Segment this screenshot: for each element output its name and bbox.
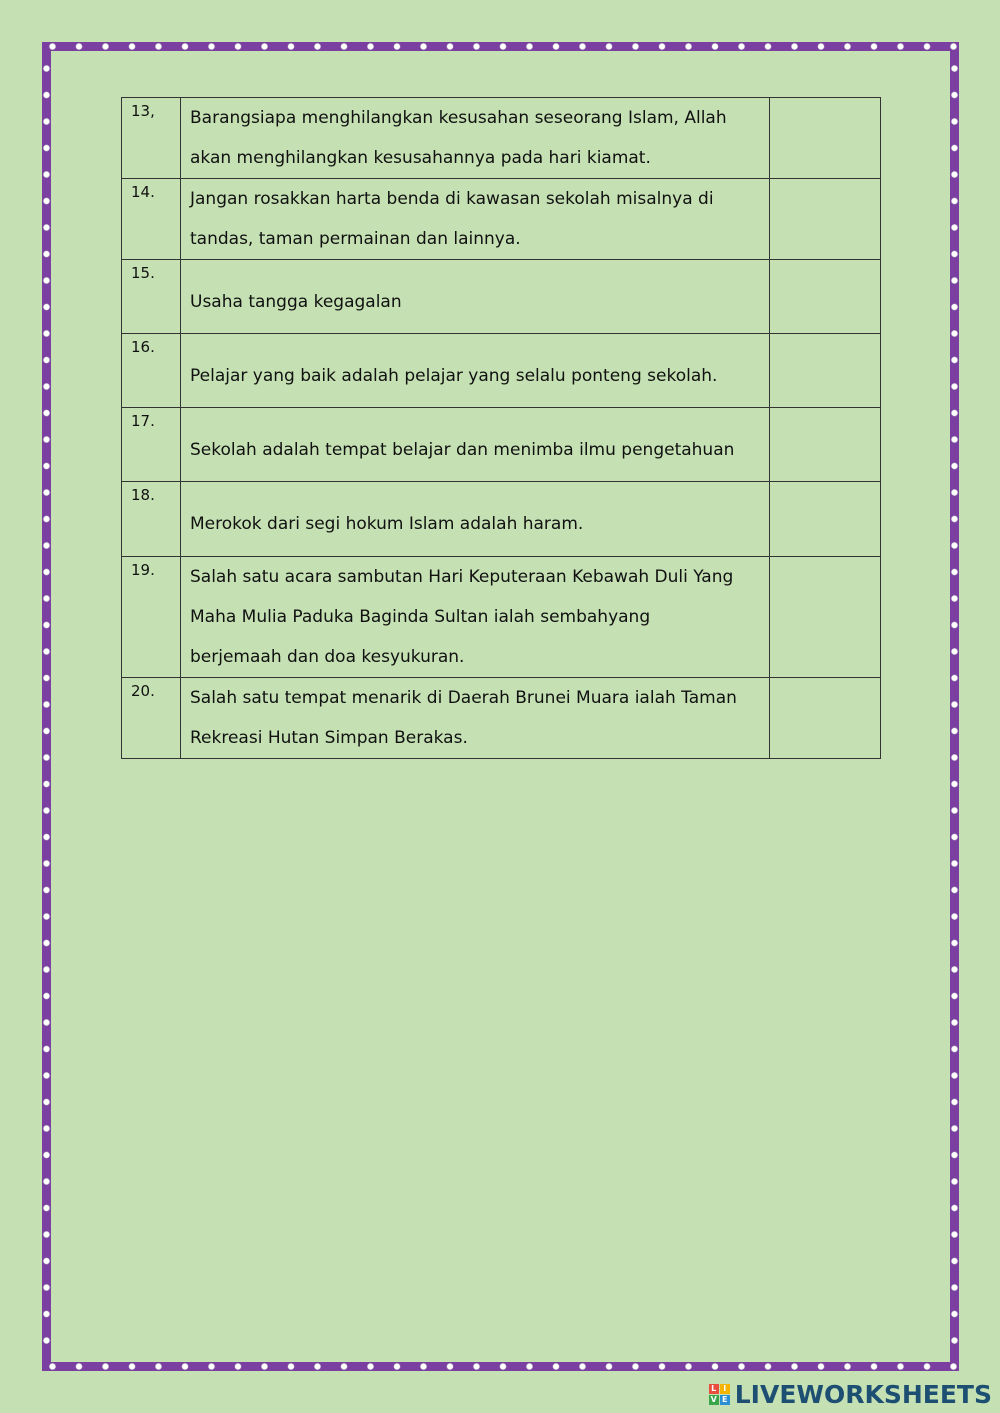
border-dot [43, 1178, 50, 1185]
border-dot [897, 43, 904, 50]
border-dot [951, 1284, 958, 1291]
border-dot [951, 277, 958, 284]
border-dot [49, 1363, 56, 1370]
answer-cell[interactable] [770, 179, 881, 260]
border-dot [951, 834, 958, 841]
border-dot [43, 675, 50, 682]
border-dot [43, 807, 50, 814]
border-dot [791, 43, 798, 50]
border-dot [924, 43, 931, 50]
border-dot [473, 1363, 480, 1370]
table-row [122, 179, 881, 260]
answer-input[interactable] [770, 557, 880, 676]
border-dot [818, 43, 825, 50]
border-dot [951, 701, 958, 708]
border-dot [738, 43, 745, 50]
border-dot [43, 940, 50, 947]
answer-cell[interactable] [770, 260, 881, 334]
border-dot [951, 1125, 958, 1132]
border-dot [76, 1363, 83, 1370]
border-dot [367, 1363, 374, 1370]
row-number: 15. [122, 260, 181, 334]
border-dot [712, 43, 719, 50]
border-dot [43, 145, 50, 152]
border-dot [951, 542, 958, 549]
border-dot [951, 251, 958, 258]
border-dot [102, 43, 109, 50]
answer-input[interactable] [770, 408, 880, 480]
border-dot [43, 357, 50, 364]
table-row [122, 98, 881, 179]
border-dot [43, 701, 50, 708]
border-dot [951, 1205, 958, 1212]
border-dot [341, 43, 348, 50]
border-dot [951, 463, 958, 470]
row-number: 20. [122, 678, 181, 759]
border-dot [951, 913, 958, 920]
brand-wordmark: LIVEWORKSHEETS [734, 1380, 992, 1409]
border-dot [473, 43, 480, 50]
border-dot [43, 993, 50, 1000]
border-dot [43, 648, 50, 655]
border-dot [951, 1311, 958, 1318]
statement-line: Usaha tangga kegagalan [190, 291, 402, 312]
border-dot [606, 43, 613, 50]
row-number: 19. [122, 557, 181, 678]
border-dot [844, 43, 851, 50]
border-dot [447, 43, 454, 50]
border-dot [129, 1363, 136, 1370]
border-dot [871, 1363, 878, 1370]
border-dot [49, 43, 56, 50]
border-dot [182, 1363, 189, 1370]
logo-letter: V [710, 1395, 717, 1404]
answer-cell[interactable] [770, 678, 881, 759]
border-dot [235, 1363, 242, 1370]
border-dot [685, 1363, 692, 1370]
statement-line: Salah satu acara sambutan Hari Keputeraan Kebawah Duli Yang [190, 567, 734, 587]
answer-cell[interactable] [770, 557, 881, 678]
border-dot [526, 43, 533, 50]
border-dot [43, 966, 50, 973]
border-dot [951, 940, 958, 947]
statement-cell [181, 179, 770, 260]
border-dot [951, 489, 958, 496]
border-dot [102, 1363, 109, 1370]
border-dot [818, 1363, 825, 1370]
border-dot [43, 198, 50, 205]
logo-letter: E [720, 1395, 730, 1405]
border-dot [950, 43, 957, 50]
logo-letter: L [709, 1384, 719, 1394]
statement-line: Maha Mulia Paduka Baginda Sultan ialah sembahyang [190, 607, 651, 627]
border-dot [951, 1231, 958, 1238]
statement-cell [181, 557, 770, 678]
statement-cell [181, 98, 770, 179]
border-dot [43, 1152, 50, 1159]
border-dot [43, 489, 50, 496]
border-dot [43, 754, 50, 761]
border-dot [43, 224, 50, 231]
border-dot [951, 171, 958, 178]
statement-line: Merokok dari segi hokum Islam adalah haram. [190, 514, 584, 534]
border-dot [43, 1072, 50, 1079]
border-dot [43, 1046, 50, 1053]
border-dot [314, 43, 321, 50]
border-dot [897, 1363, 904, 1370]
border-dot [951, 224, 958, 231]
border-dot [685, 43, 692, 50]
statement-line: Sekolah adalah tempat belajar dan menimba ilmu pengetahuan [190, 439, 735, 460]
border-dot [447, 1363, 454, 1370]
answer-input[interactable] [770, 98, 880, 177]
border-dot [951, 1337, 958, 1344]
border-dot [951, 1152, 958, 1159]
border-dot [738, 1363, 745, 1370]
statement-line: Salah satu tempat menarik di Daerah Brunei Muara ialah Taman [190, 688, 737, 708]
border-dot [951, 569, 958, 576]
border-dot [632, 1363, 639, 1370]
statement-line: tandas, taman permainan dan lainnya. [190, 229, 521, 249]
border-dot [951, 1258, 958, 1265]
border-dot [579, 43, 586, 50]
answer-input[interactable] [770, 678, 880, 757]
border-dot [871, 43, 878, 50]
border-dot [765, 1363, 772, 1370]
border-dot [43, 913, 50, 920]
border-dot [43, 834, 50, 841]
border-dot [632, 43, 639, 50]
border-dot [553, 1363, 560, 1370]
border-dot [951, 1099, 958, 1106]
statement-line: Rekreasi Hutan Simpan Berakas. [190, 728, 468, 748]
answer-cell[interactable] [770, 98, 881, 179]
border-dot [951, 860, 958, 867]
answer-cell[interactable] [770, 482, 881, 557]
border-dot [951, 304, 958, 311]
statement-line: Jangan rosakkan harta benda di kawasan sekolah misalnya di [190, 189, 714, 209]
border-dot [553, 43, 560, 50]
border-dot [951, 754, 958, 761]
statement-cell [181, 334, 770, 408]
border-dot [43, 1284, 50, 1291]
row-number: 14. [122, 179, 181, 260]
border-dot [43, 1019, 50, 1026]
statement-cell [181, 260, 770, 334]
border-dot [43, 330, 50, 337]
row-number: 13, [122, 98, 181, 179]
border-dot [43, 595, 50, 602]
border-dot [261, 43, 268, 50]
border-dot [394, 43, 401, 50]
statement-cell [181, 408, 770, 482]
border-dot [951, 1072, 958, 1079]
border-dot [951, 383, 958, 390]
border-dot [951, 728, 958, 735]
border-dot [394, 1363, 401, 1370]
border-dot [951, 648, 958, 655]
border-dot [950, 1363, 957, 1370]
border-dot [500, 43, 507, 50]
border-dot [43, 92, 50, 99]
border-dot [208, 1363, 215, 1370]
row-number: 18. [122, 482, 181, 557]
border-dot [155, 1363, 162, 1370]
border-dot [76, 43, 83, 50]
border-dot [235, 43, 242, 50]
border-dot [951, 1019, 958, 1026]
border-dot [526, 1363, 533, 1370]
border-dot [367, 43, 374, 50]
statement-cell [181, 482, 770, 557]
border-dot [43, 728, 50, 735]
border-dot [579, 1363, 586, 1370]
answer-input[interactable] [770, 260, 880, 332]
table-row [122, 678, 881, 759]
border-dot [182, 43, 189, 50]
logo-letter: I [720, 1384, 730, 1394]
border-dot [951, 595, 958, 602]
border-dot [43, 622, 50, 629]
border-dot [129, 43, 136, 50]
border-dot [43, 65, 50, 72]
table-row [122, 334, 881, 408]
border-dot [420, 43, 427, 50]
table-row [122, 482, 881, 557]
border-dot [420, 1363, 427, 1370]
table-row [122, 408, 881, 482]
border-dot [43, 1337, 50, 1344]
border-dot [951, 887, 958, 894]
answer-cell[interactable] [770, 334, 881, 408]
border-dot [43, 569, 50, 576]
border-dot [951, 1178, 958, 1185]
row-number: 16. [122, 334, 181, 408]
border-dot [43, 1311, 50, 1318]
statement-line: berjemaah dan doa kesyukuran. [190, 647, 465, 667]
border-dot [951, 436, 958, 443]
border-dot [43, 463, 50, 470]
border-dot [951, 65, 958, 72]
worksheet-table [121, 97, 881, 759]
border-dot [951, 145, 958, 152]
border-dot [951, 993, 958, 1000]
border-dot [659, 1363, 666, 1370]
border-dot [924, 1363, 931, 1370]
border-dot [43, 171, 50, 178]
border-dot [500, 1363, 507, 1370]
border-dot [43, 1125, 50, 1132]
border-dot [951, 410, 958, 417]
border-dot [951, 807, 958, 814]
border-dot [606, 1363, 613, 1370]
border-dot [951, 966, 958, 973]
border-dot [43, 1231, 50, 1238]
border-dot [951, 781, 958, 788]
answer-input[interactable] [770, 482, 880, 555]
live-logo-icon [709, 1384, 730, 1405]
border-dot [659, 43, 666, 50]
border-dot [43, 436, 50, 443]
border-dot [765, 43, 772, 50]
border-dot [155, 43, 162, 50]
answer-input[interactable] [770, 179, 880, 258]
statement-cell [181, 678, 770, 759]
border-dot [43, 410, 50, 417]
border-dot [43, 1205, 50, 1212]
border-dot [951, 118, 958, 125]
border-dot [208, 43, 215, 50]
border-dot [314, 1363, 321, 1370]
border-dot [43, 781, 50, 788]
border-dot [951, 675, 958, 682]
border-dot [951, 1046, 958, 1053]
answer-cell[interactable] [770, 408, 881, 482]
border-dot [43, 277, 50, 284]
border-dot [288, 43, 295, 50]
border-dot [43, 383, 50, 390]
border-dot [951, 357, 958, 364]
border-dot [951, 92, 958, 99]
border-dot [43, 304, 50, 311]
row-number: 17. [122, 408, 181, 482]
border-dot [43, 1258, 50, 1265]
border-dot [43, 860, 50, 867]
border-dot [951, 198, 958, 205]
border-dot [951, 622, 958, 629]
border-dot [951, 516, 958, 523]
table-row [122, 557, 881, 678]
statement-line: Pelajar yang baik adalah pelajar yang selalu ponteng sekolah. [190, 365, 718, 386]
border-dot [341, 1363, 348, 1370]
border-dot [43, 887, 50, 894]
border-dot [43, 251, 50, 258]
border-dot [43, 542, 50, 549]
border-dot [951, 330, 958, 337]
statement-line: Barangsiapa menghilangkan kesusahan seseorang Islam, Allah [190, 108, 727, 128]
border-dot [43, 1099, 50, 1106]
border-dot [844, 1363, 851, 1370]
table-body [122, 98, 881, 759]
border-dot [288, 1363, 295, 1370]
table-row [122, 260, 881, 334]
border-dot [43, 516, 50, 523]
border-dot [791, 1363, 798, 1370]
border-dot [43, 118, 50, 125]
liveworksheets-logo [709, 1380, 992, 1409]
border-dot [261, 1363, 268, 1370]
border-dot [712, 1363, 719, 1370]
statement-line: akan menghilangkan kesusahannya pada hari kiamat. [190, 148, 651, 168]
answer-input[interactable] [770, 334, 880, 406]
